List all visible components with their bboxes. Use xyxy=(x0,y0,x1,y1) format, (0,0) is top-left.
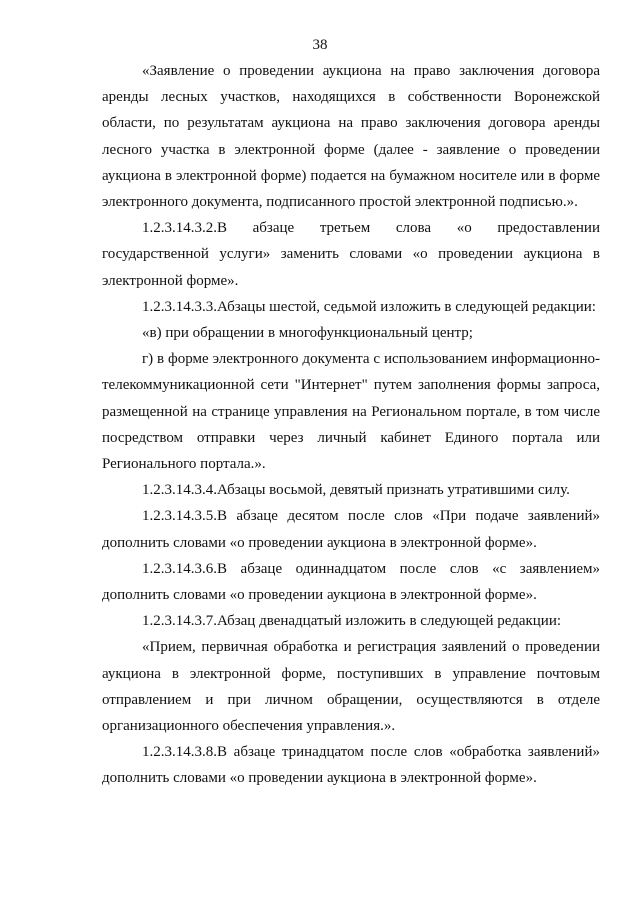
paragraph-reception-text: «Прием, первичная обработка и регистрация заявлений о проведении аукциона в электронной форме, поступивших в управление почтовым отправлением и при личном обращении, осуществляются в отделе организационного обеспечения управления.». xyxy=(102,639,600,735)
page-number: 38 xyxy=(312,37,328,53)
paragraph-1-2-3-14-3-4: 1.2.3.14.3.4.Абзацы восьмой, девятый признать утратившими силу. xyxy=(142,482,570,499)
paragraph-application-text: «Заявление о проведении аукциона на право заключения договора аренды лесных участков, находящихся в собственности Воронежской области, по результатам аукциона на право заключения договора аренды лесного участка в электронной форме (далее - заявление о проведении аукциона в электронной форме) подается на бумажном носителе или в форме электронного документа, подписанного простой электронной подписью.». xyxy=(102,63,600,211)
document-body xyxy=(102,58,600,792)
paragraph-item-g: г) в форме электронного документа с использованием информационно-телекоммуникационной сети "Интернет" путем заполнения формы запроса, размещенной на странице управления на Региональном портале, в том числе посредством отправки через личный кабинет Единого портала или Регионального портала.». xyxy=(102,351,600,473)
paragraph-1-2-3-14-3-6: 1.2.3.14.3.6.В абзаце одиннадцатом после слов «с заявлением» дополнить словами «о проведении аукциона в электронной форме». xyxy=(102,560,600,604)
paragraph-1-2-3-14-3-2: 1.2.3.14.3.2.В абзаце третьем слова «о предоставлении государственной услуги» заменить словами «о проведении аукциона в электронной форме». xyxy=(102,220,600,289)
paragraph-1-2-3-14-3-8: 1.2.3.14.3.8.В абзаце тринадцатом после слов «обработка заявлений» дополнить словами «о проведении аукциона в электронной форме». xyxy=(102,744,600,787)
paragraph-1-2-3-14-3-3: 1.2.3.14.3.3.Абзацы шестой, седьмой изложить в следующей редакции: xyxy=(142,298,596,315)
paragraph-1-2-3-14-3-5: 1.2.3.14.3.5.В абзаце десятом после слов «При подаче заявлений» дополнить словами «о проведении аукциона в электронной форме». xyxy=(102,508,600,551)
paragraph-item-v: «в) при обращении в многофункциональный центр; xyxy=(142,325,473,342)
paragraph-1-2-3-14-3-7: 1.2.3.14.3.7.Абзац двенадцатый изложить в следующей редакции: xyxy=(142,613,562,630)
